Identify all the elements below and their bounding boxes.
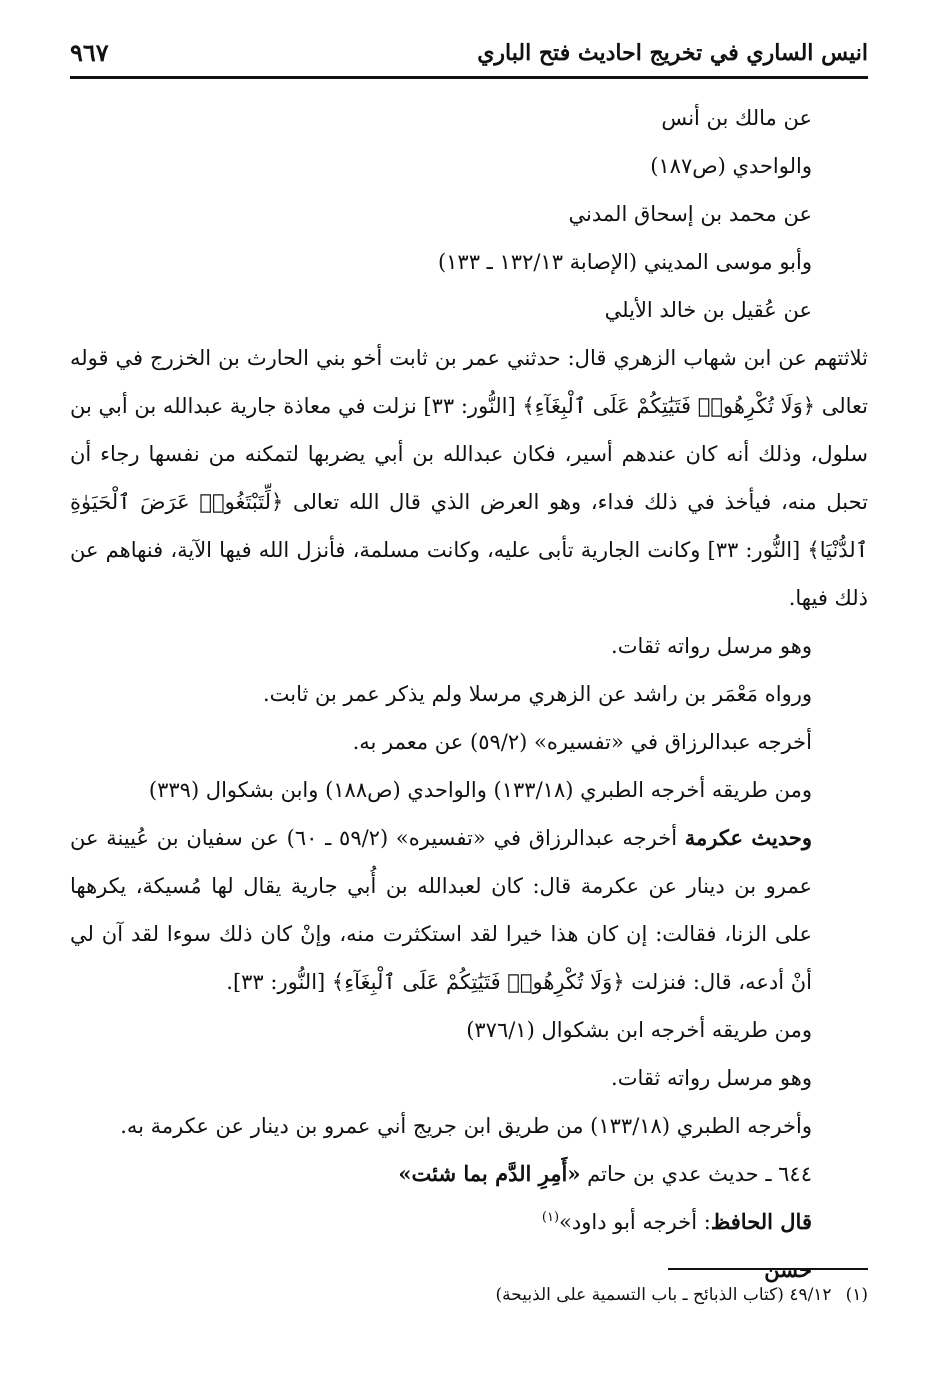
book-title: انيس الساري في تخريج احاديث فتح الباري — [477, 40, 868, 66]
line-mamar: ورواه مَعْمَر بن راشد عن الزهري مرسلا ولم يذكر عمر بن ثابت. — [262, 682, 812, 706]
footnote-divider — [668, 1268, 868, 1270]
page-header — [70, 28, 868, 79]
paragraph-ikrima — [70, 814, 868, 1006]
line-tabari-1: ومن طريقه أخرجه الطبري (١٣٣/١٨) والواحدي (ص١٨٨) وابن بشكوال (٣٣٩) — [148, 778, 812, 802]
line-malik: عن مالك بن أنس — [661, 106, 812, 130]
ikrima-text: أخرجه عبدالرزاق في «تفسيره» (٥٩/٢ ـ ٦٠) عن سفيان بن عُيينة عن عمرو بن دينار عن عكرمة قال: كان لعبدالله بن أُبي جارية يقال لها مُسيكة، يكرهها على الزنا، فقالت: إن كان هذا خيرا لقد استكثرت منه، وإنْ كان ذلك سوءا لقد آن لي أنْ أدعه، قال: فنزلت ﴿وَلَا تُكْرِهُوا۟ فَتَيَٰتِكُمْ عَلَى ٱلْبِغَآءِ﴾ [النُّور: ٣٣]. — [70, 826, 812, 994]
hadith-644-quote: «أَمِرِ الدَّم بما شئت» — [398, 1161, 581, 1186]
line-abdurrazzaq: أخرجه عبدالرزاق في «تفسيره» (٥٩/٢) عن معمر به. — [352, 730, 812, 754]
line-ibn-ishaq: عن محمد بن إسحاق المدني — [568, 202, 812, 226]
line-tabari-2: وأخرجه الطبري (١٣٣/١٨) من طريق ابن جريج أني عمرو بن دينار عن عكرمة به. — [120, 1114, 812, 1138]
main-text — [70, 94, 868, 1294]
hafiz-label: قال الحافظ — [710, 1209, 812, 1234]
ikrima-heading: وحديث عكرمة — [684, 825, 812, 850]
footnote — [70, 1282, 868, 1308]
hafiz-line — [70, 1198, 868, 1246]
hadith-644-prefix: ٦٤٤ ـ حديث عدي بن حاتم — [580, 1162, 812, 1186]
grade-label: حسن — [764, 1257, 812, 1282]
hadith-644-heading — [70, 1150, 868, 1198]
line-uqayl: عن عُقيل بن خالد الأيلي — [604, 298, 812, 322]
paragraph-zuhri: ثلاثتهم عن ابن شهاب الزهري قال: حدثني عمر بن ثابت أخو بني الحارث بن الخزرج في قوله تعالى ﴿وَلَا تُكْرِهُوا۟ فَتَيَٰتِكُمْ عَلَى ٱلْبِغَآءِ﴾ [النُّور: ٣٣] نزلت في معاذة جارية عبدالله بن أبي بن سلول، وذلك أنه كان عندهم أسير، فكان عبدالله بن أبي يضربها لتمكنه من نفسها رجاء أن تحبل منه، فيأخذ في ذلك فداء، وهو العرض الذي قال الله تعالى ﴿لِّتَبْتَغُوا۟ عَرَضَ ٱلْحَيَوٰةِ ٱلدُّنْيَا﴾ [النُّور: ٣٣] وكانت الجارية تأبى عليه، وكانت مسلمة، فأنزل الله فيها الآية، فنهاهم عن ذلك فيها. — [70, 346, 869, 610]
footnote-mark: (١) — [845, 1285, 868, 1305]
line-mursal-2: وهو مرسل رواته ثقات. — [611, 1066, 812, 1090]
footnote-reference: (١) — [541, 1210, 560, 1225]
hafiz-text: : أخرجه أبو داود» — [559, 1210, 711, 1234]
footnote-text: ٤٩/١٢ (كتاب الذبائح ـ باب التسمية على الذبيحة) — [495, 1285, 832, 1305]
page-number: ٩٦٧ — [70, 38, 109, 67]
line-abu-musa: وأبو موسى المديني (الإصابة ١٣٢/١٣ ـ ١٣٣) — [437, 250, 812, 274]
line-mursal-1: وهو مرسل رواته ثقات. — [611, 634, 812, 658]
line-wahidi: والواحدي (ص١٨٧) — [650, 154, 812, 178]
line-ibn-bashkuwal: ومن طريقه أخرجه ابن بشكوال (٣٧٦/١) — [466, 1018, 812, 1042]
